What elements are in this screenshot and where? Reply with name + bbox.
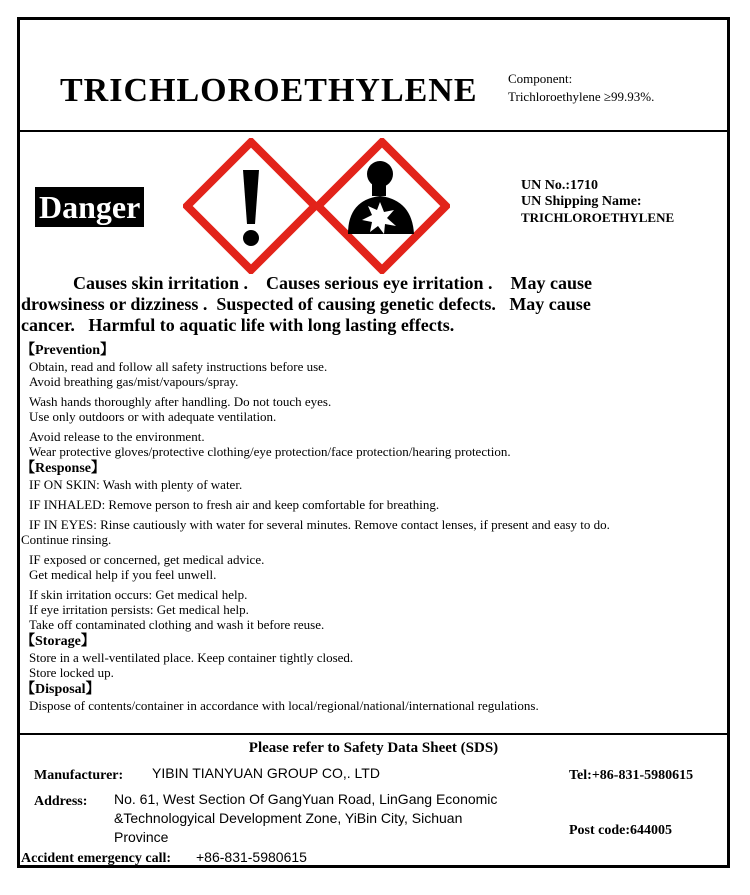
storage-line: Store locked up.	[29, 665, 114, 680]
response-line: IF IN EYES: Rinse cautiously with water for several minutes. Remove contact lenses, if present and easy to do.	[29, 517, 610, 532]
precautionary-statements	[21, 341, 721, 713]
divider-footer	[20, 733, 727, 735]
storage-line: Store in a well-ventilated place. Keep container tightly closed.	[29, 650, 354, 665]
component-label: Component:	[508, 71, 573, 86]
response-heading: 【Response】	[21, 461, 106, 476]
response-line: IF exposed or concerned, get medical advice.	[29, 552, 265, 567]
disposal-line: Dispose of contents/container in accordance with local/regional/national/international regulations.	[29, 698, 539, 713]
storage-heading: 【Storage】	[21, 634, 95, 649]
address-label: Address:	[34, 794, 88, 809]
postcode: Post code:644005	[569, 823, 673, 838]
prevention-line: Obtain, read and follow all safety instructions before use.	[29, 359, 328, 374]
label-frame	[17, 17, 730, 868]
hazard-statements	[21, 273, 721, 336]
exclamation-mark-icon	[183, 138, 319, 274]
prevention-heading: 【Prevention】	[21, 343, 115, 358]
component-value: Trichloroethylene ≥99.93%.	[508, 89, 655, 104]
disposal-heading: 【Disposal】	[21, 682, 100, 697]
un-shipping-name: TRICHLOROETHYLENE	[521, 210, 675, 225]
manufacturer-name: YIBIN TIANYUAN GROUP CO,. LTD	[152, 765, 380, 781]
emergency-number: +86-831-5980615	[196, 849, 307, 865]
prevention-line: Use only outdoors or with adequate ventilation.	[29, 409, 277, 424]
response-line: Take off contaminated clothing and wash it before reuse.	[29, 617, 325, 632]
address	[114, 790, 497, 847]
prevention-line: Wear protective gloves/protective clothing/eye protection/face protection/hearing protection.	[29, 444, 511, 459]
response-line: If skin irritation occurs: Get medical help.	[29, 587, 248, 602]
address-line: Province	[114, 829, 169, 845]
telephone: Tel:+86-831-5980615	[569, 768, 694, 783]
un-info	[521, 178, 674, 226]
hazard-line: drowsiness or dizziness . Suspected of causing genetic defects. May cause	[21, 294, 591, 314]
hazard-line: cancer. Harmful to aquatic life with long lasting effects.	[21, 315, 455, 335]
signal-word: Danger	[35, 187, 144, 227]
product-title: TRICHLOROETHYLENE	[60, 72, 478, 109]
response-line: IF INHALED: Remove person to fresh air and keep comfortable for breathing.	[29, 497, 440, 512]
response-line: Get medical help if you feel unwell.	[29, 567, 217, 582]
address-line: &Technologyical Development Zone, YiBin City, Sichuan	[114, 810, 463, 826]
response-line: If eye irritation persists: Get medical help.	[29, 602, 249, 617]
emergency-label: Accident emergency call:	[21, 851, 172, 866]
hazard-line: Causes skin irritation . Causes serious eye irritation . May cause	[73, 273, 592, 293]
address-line: No. 61, West Section Of GangYuan Road, LinGang Economic	[114, 791, 498, 807]
prevention-line: Avoid breathing gas/mist/vapours/spray.	[29, 374, 239, 389]
un-shipping-label: UN Shipping Name:	[521, 194, 642, 209]
response-line: Continue rinsing.	[21, 532, 112, 547]
sds-note: Please refer to Safety Data Sheet (SDS)	[248, 740, 499, 756]
prevention-line: Wash hands thoroughly after handling. Do not touch eyes.	[29, 394, 332, 409]
prevention-line: Avoid release to the environment.	[29, 429, 205, 444]
health-hazard-icon	[314, 138, 450, 274]
un-number: UN No.:1710	[521, 178, 598, 193]
response-line: IF ON SKIN: Wash with plenty of water.	[29, 477, 243, 492]
manufacturer-label: Manufacturer:	[34, 768, 124, 783]
divider-header	[20, 130, 727, 132]
component-info	[508, 70, 654, 106]
